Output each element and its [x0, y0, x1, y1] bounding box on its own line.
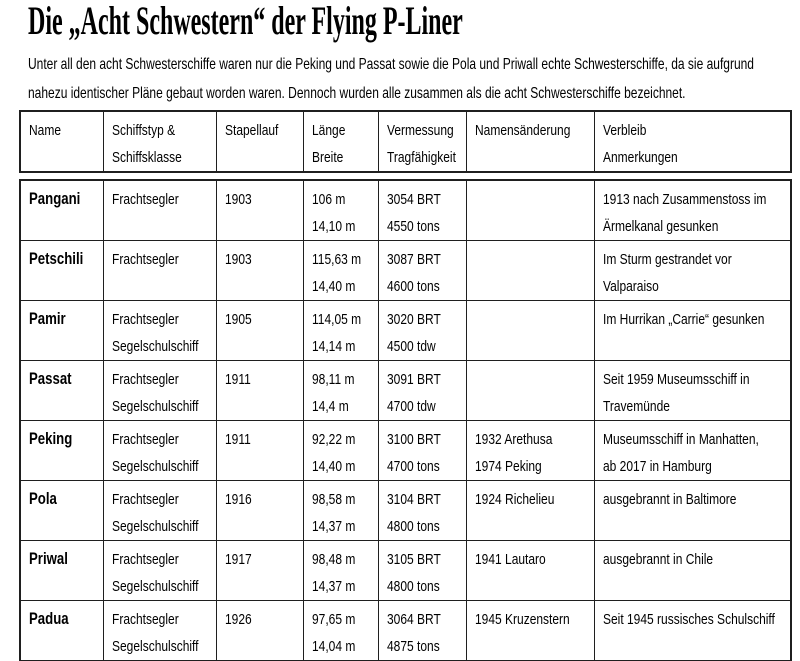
cell-line: 14,40 m: [311, 458, 355, 475]
header-cell-tonnage: [378, 111, 466, 172]
cell-rename: [466, 241, 594, 301]
cell-line: 106 m: [311, 191, 345, 208]
cell-fate: [594, 241, 791, 301]
cell-line: Vermessung: [386, 122, 454, 139]
cell-line: Tragfähigkeit: [386, 149, 456, 166]
cell-launch: [216, 541, 303, 601]
cell-line: Segelschulschiff: [111, 578, 198, 595]
cell-line: 98,48 m: [311, 551, 355, 568]
cell-line: Segelschulschiff: [111, 638, 198, 655]
cell-fate: [594, 481, 791, 541]
cell-line: Frachtsegler: [111, 491, 179, 508]
cell-line: Anmerkungen: [602, 149, 678, 166]
ship-row-priwal: [20, 541, 791, 601]
cell-line: 14,37 m: [311, 578, 355, 595]
ship-row-padua: [20, 601, 791, 661]
header-cell-fate: [594, 111, 791, 172]
cell-launch: [216, 481, 303, 541]
cell-tonnage: [378, 481, 466, 541]
cell-line: 4550 tons: [386, 218, 440, 235]
cell-line: 115,63 m: [311, 251, 361, 268]
cell-line: Seit 1959 Museumsschiff in: [602, 371, 750, 388]
header-row: [20, 111, 791, 172]
cell-name: [20, 541, 103, 601]
cell-line: 14,04 m: [311, 638, 355, 655]
cell-line: Verbleib: [602, 122, 646, 139]
cell-line: 1903: [224, 191, 252, 208]
intro-line: Unter all den acht Schwesterschiffe waren nur die Peking und Passat sowie die Pola und Priwall echte Schwesterschiffe, da sie aufgrund: [28, 56, 754, 73]
ship-row-petschili: [20, 241, 791, 301]
cell-name: [20, 361, 103, 421]
cell-line: Frachtsegler: [111, 371, 179, 388]
cell-line: 14,14 m: [311, 338, 355, 355]
cell-fate: [594, 541, 791, 601]
cell-type: [103, 241, 216, 301]
cell-line: Name: [29, 122, 62, 139]
cell-line: Segelschulschiff: [111, 338, 198, 355]
cell-launch: [216, 361, 303, 421]
cell-line: 1903: [224, 251, 252, 268]
cell-line: 114,05 m: [311, 311, 361, 328]
cell-line: Travemünde: [602, 398, 670, 415]
cell-line: Museumsschiff in Manhatten,: [602, 431, 759, 448]
cell-line: Frachtsegler: [111, 311, 179, 328]
ship-row-pamir: [20, 301, 791, 361]
header-cell-name: [20, 111, 103, 172]
cell-rename: [466, 361, 594, 421]
cell-type: [103, 361, 216, 421]
cell-dimensions: [303, 301, 378, 361]
cell-name: [20, 421, 103, 481]
cell-line: 3104 BRT: [386, 491, 441, 508]
cell-line: Schiffsklasse: [111, 149, 182, 166]
cell-dimensions: [303, 541, 378, 601]
cell-line: Schiffstyp &: [111, 122, 175, 139]
cell-type: [103, 601, 216, 661]
cell-dimensions: [303, 481, 378, 541]
cell-name: [20, 241, 103, 301]
cell-dimensions: [303, 241, 378, 301]
cell-rename: [466, 601, 594, 661]
cell-line: 14,10 m: [311, 218, 355, 235]
cell-tonnage: [378, 301, 466, 361]
cell-line: Priwal: [29, 550, 68, 568]
cell-line: 1932 Arethusa: [474, 431, 552, 448]
cell-line: 4700 tdw: [386, 398, 436, 415]
cell-tonnage: [378, 180, 466, 241]
cell-line: 1945 Kruzenstern: [474, 611, 570, 628]
cell-line: Frachtsegler: [111, 251, 179, 268]
cell-line: Valparaiso: [602, 278, 659, 295]
cell-launch: [216, 601, 303, 661]
cell-line: 14,37 m: [311, 518, 355, 535]
cell-line: 3020 BRT: [386, 311, 441, 328]
cell-line: Padua: [29, 610, 69, 628]
ship-row-peking: [20, 421, 791, 481]
cell-line: 1905: [224, 311, 252, 328]
cell-line: 92,22 m: [311, 431, 355, 448]
cell-line: 97,65 m: [311, 611, 355, 628]
cell-line: 4700 tons: [386, 458, 440, 475]
cell-line: 4875 tons: [386, 638, 440, 655]
ship-table-body: [20, 180, 791, 661]
cell-line: Frachtsegler: [111, 191, 179, 208]
cell-line: 1911: [224, 431, 251, 448]
page-title: [28, 0, 753, 43]
cell-type: [103, 541, 216, 601]
cell-type: [103, 301, 216, 361]
cell-launch: [216, 301, 303, 361]
cell-line: 1924 Richelieu: [474, 491, 554, 508]
cell-line: Seit 1945 russisches Schulschiff: [602, 611, 775, 628]
cell-line: 3091 BRT: [386, 371, 441, 388]
cell-line: Frachtsegler: [111, 551, 179, 568]
cell-line: Länge: [311, 122, 345, 139]
cell-line: Im Sturm gestrandet vor: [602, 251, 732, 268]
cell-rename: [466, 481, 594, 541]
cell-line: Namensänderung: [474, 122, 570, 139]
header-cell-rename: [466, 111, 594, 172]
cell-line: 4600 tons: [386, 278, 440, 295]
cell-line: 4500 tdw: [386, 338, 436, 355]
cell-line: 1917: [224, 551, 252, 568]
header-cell-dimensions: [303, 111, 378, 172]
cell-dimensions: [303, 180, 378, 241]
cell-line: Frachtsegler: [111, 431, 179, 448]
cell-line: Segelschulschiff: [111, 458, 198, 475]
cell-line: ab 2017 in Hamburg: [602, 458, 712, 475]
cell-line: Breite: [311, 149, 343, 166]
cell-launch: [216, 180, 303, 241]
cell-rename: [466, 180, 594, 241]
cell-line: 3100 BRT: [386, 431, 441, 448]
cell-line: Ärmelkanal gesunken: [602, 218, 718, 235]
cell-line: 1916: [224, 491, 252, 508]
cell-name: [20, 180, 103, 241]
intro-line: nahezu identischer Pläne gebaut worden waren. Dennoch wurden alle zusammen als die acht Schwesterschiffe bezeichnet.: [28, 85, 686, 102]
cell-line: 1926: [224, 611, 252, 628]
cell-fate: [594, 180, 791, 241]
cell-line: 1941 Lautaro: [474, 551, 546, 568]
cell-dimensions: [303, 361, 378, 421]
cell-fate: [594, 301, 791, 361]
cell-tonnage: [378, 541, 466, 601]
cell-line: Pola: [29, 490, 57, 508]
cell-dimensions: [303, 421, 378, 481]
cell-dimensions: [303, 601, 378, 661]
cell-tonnage: [378, 421, 466, 481]
cell-line: 3064 BRT: [386, 611, 441, 628]
header-cell-launch: [216, 111, 303, 172]
cell-line: 4800 tons: [386, 518, 440, 535]
cell-line: Pangani: [29, 190, 81, 208]
cell-name: [20, 481, 103, 541]
cell-line: Segelschulschiff: [111, 518, 198, 535]
cell-line: 14,4 m: [311, 398, 349, 415]
cell-line: 98,11 m: [311, 371, 354, 388]
cell-rename: [466, 301, 594, 361]
cell-line: ausgebrannt in Baltimore: [602, 491, 736, 508]
cell-line: 3105 BRT: [386, 551, 441, 568]
cell-line: 1911: [224, 371, 251, 388]
ship-row-pola: [20, 481, 791, 541]
cell-line: Peking: [29, 430, 73, 448]
intro-paragraph: [28, 50, 800, 108]
cell-type: [103, 421, 216, 481]
cell-line: 1974 Peking: [474, 458, 542, 475]
ship-table: [19, 179, 792, 661]
cell-fate: [594, 361, 791, 421]
cell-rename: [466, 421, 594, 481]
cell-type: [103, 180, 216, 241]
page-title-text: Die „Acht Schwestern“ der Flying P-Liner: [28, 0, 463, 43]
cell-fate: [594, 601, 791, 661]
cell-line: Pamir: [29, 310, 66, 328]
cell-line: 3087 BRT: [386, 251, 441, 268]
cell-line: Stapellauf: [224, 122, 278, 139]
ship-row-pangani: [20, 180, 791, 241]
cell-fate: [594, 421, 791, 481]
cell-tonnage: [378, 601, 466, 661]
cell-type: [103, 481, 216, 541]
header-cell-type: [103, 111, 216, 172]
cell-line: Petschili: [29, 250, 84, 268]
ship-row-passat: [20, 361, 791, 421]
cell-line: ausgebrannt in Chile: [602, 551, 713, 568]
cell-line: 14,40 m: [311, 278, 355, 295]
cell-tonnage: [378, 361, 466, 421]
cell-launch: [216, 421, 303, 481]
cell-line: 4800 tons: [386, 578, 440, 595]
cell-line: Segelschulschiff: [111, 398, 198, 415]
cell-tonnage: [378, 241, 466, 301]
cell-rename: [466, 541, 594, 601]
header-table: [19, 110, 792, 173]
cell-name: [20, 601, 103, 661]
cell-line: Passat: [29, 370, 72, 388]
cell-name: [20, 301, 103, 361]
cell-line: 98,58 m: [311, 491, 355, 508]
cell-launch: [216, 241, 303, 301]
cell-line: 1913 nach Zusammenstoss im: [602, 191, 766, 208]
cell-line: Im Hurrikan „Carrie“ gesunken: [602, 311, 764, 328]
cell-line: 3054 BRT: [386, 191, 441, 208]
cell-line: Frachtsegler: [111, 611, 179, 628]
